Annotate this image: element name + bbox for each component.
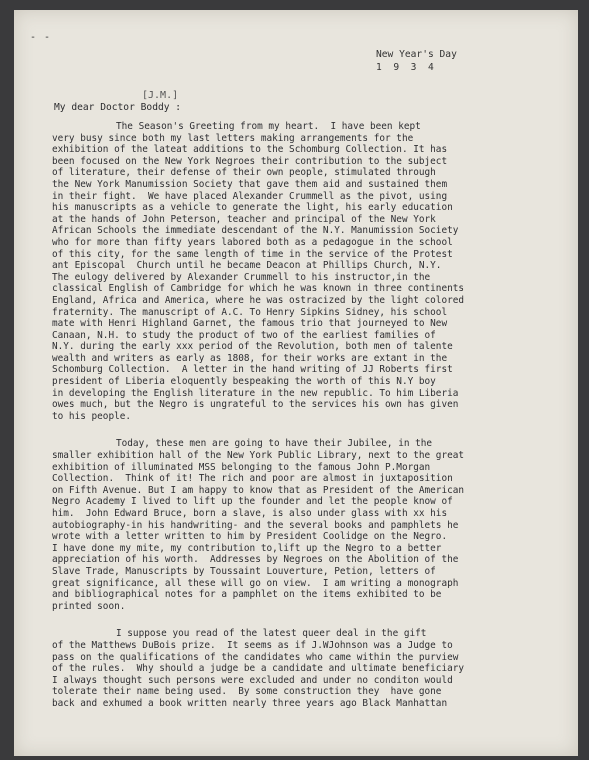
text-line: wrote with a letter written to him by President Coolidge on the Negro.	[52, 531, 448, 543]
text-line: Canaan, N.H. to study the product of two of the earliest families of	[52, 329, 436, 341]
text-line: N.Y. during the early xxx period of the Revolution, both men of talente	[52, 341, 453, 353]
text-line: exhibition of the lateat additions to the Schomburg Collection. It has	[52, 144, 448, 156]
text-line: president of Liberia eloquently bespeaking the worth of this N.Y boy	[52, 376, 436, 388]
text-line: of the Matthews DuBois prize. It seems as if J.WJohnson was a Judge to	[52, 639, 453, 651]
text-line: mate with Henri Highland Garnet, the famous trio that journeyed to New	[52, 318, 448, 330]
text-line: back and exhumed a book written nearly three years ago Black Manhattan	[52, 697, 448, 709]
paragraph-3	[52, 628, 572, 709]
text-line: exhibition of illuminated MSS belonging to the famous John P.Morgan	[52, 461, 431, 473]
text-line: in developing the English literature in the new republic. To him Liberia	[52, 387, 459, 399]
text-line: in their fight. We have placed Alexander Crummell as the pivot, using	[52, 190, 448, 202]
text-line: autobiography-in his handwriting- and the several books and pamphlets he	[52, 519, 459, 531]
letter-page	[14, 10, 578, 756]
salutation: My dear Doctor Boddy :	[54, 102, 182, 113]
text-line: The eulogy delivered by Alexander Crummell to his instructor,in the	[52, 271, 431, 283]
text-line: great significance, all these will go on view. I am writing a monograph	[52, 577, 459, 589]
text-line: owes much, but the Negro is ungrateful to the services his own has given	[52, 399, 459, 411]
date-line-1: New Year's Day	[376, 49, 457, 60]
text-line: ant Episcopal Church until he became Deacon at Phillips Church, N.Y.	[52, 260, 442, 272]
text-line: wealth and writers as early as 1808, for their works are extant in the	[52, 352, 448, 364]
text-line: at the hands of John Peterson, teacher and principal of the New York	[52, 213, 436, 225]
text-line: I have done my mite, my contribution to,lift up the Negro to a better	[52, 542, 442, 554]
text-line: his manuscripts as a vehicle to generate the light, his early education	[52, 202, 453, 214]
letter-date	[376, 48, 457, 74]
text-line: of literature, their defense of their own people, stimulated through	[52, 167, 436, 179]
text-line: tolerate their name being used. By some construction they have gone	[52, 686, 442, 698]
paragraph-2	[52, 438, 572, 612]
date-line-2: 1 9 3 4	[376, 62, 434, 73]
text-line: and bibliographical notes for a pamphlet on the items exhibited to be	[52, 589, 442, 601]
text-line: pass on the qualifications of the candidates who came within the purview	[52, 651, 459, 663]
text-line: very busy since both my last letters making arrangements for the	[52, 132, 414, 144]
text-line: The Season's Greeting from my heart. I have been kept	[116, 121, 421, 132]
text-line: the New York Manumission Society that gave them aid and sustained them	[52, 178, 448, 190]
text-line: Today, these men are going to have their Jubilee, in the	[116, 438, 433, 450]
text-line: printed soon.	[52, 600, 126, 612]
text-line: to his people.	[52, 410, 132, 422]
text-line: him. John Edward Bruce, born a slave, is also under glass with xx his	[52, 508, 448, 519]
letter-body	[52, 121, 572, 726]
text-line: African Schools the immediate descendant of the N.Y. Manumission Society	[52, 225, 459, 237]
text-line: on Fifth Avenue. But I am happy to know that as President of the American	[52, 484, 465, 496]
text-line: Schomburg Collection. A letter in the hand writing of JJ Roberts first	[52, 364, 453, 376]
text-line: of the rules. Why should a judge be a candidate and ultimate beneficiary	[52, 663, 465, 675]
text-line: been focused on the New York Negroes their contribution to the subject	[52, 155, 448, 167]
text-line: Collection. Think of it! The rich and poor are almost in juxtaposition	[52, 473, 453, 485]
text-line: fraternity. The manuscript of A.C. To Henry Sipkins Sidney, his school	[52, 306, 448, 318]
text-line: I suppose you read of the latest queer deal in the gift	[116, 628, 427, 640]
text-line: England, Africa and America, where he was ostracized by the light colored	[52, 294, 465, 306]
corner-mark: - -	[30, 32, 52, 43]
text-line: who for more than fifty years labored both as a pedagogue in the school	[52, 236, 453, 248]
text-line: classical English of Cambridge for which he was known in three continents	[52, 283, 465, 295]
text-line: Slave Trade, Manuscripts by Toussaint Louverture, Petion, letters of	[52, 565, 436, 577]
paragraph-1	[52, 121, 572, 422]
text-line: I always thought such persons were excluded and under no conditon would	[52, 674, 453, 686]
handwritten-note: [J.M.]	[142, 90, 179, 101]
text-line: of this city, for the same length of time in the service of the Protest	[52, 248, 453, 260]
text-line: smaller exhibition hall of the New York Public Library, next to the great	[52, 450, 465, 462]
text-line: appreciation of his worth. Addresses by Negroes on the Abolition of the	[52, 554, 459, 566]
text-line: Negro Academy I lived to lift up the founder and let the people know of	[52, 496, 453, 508]
